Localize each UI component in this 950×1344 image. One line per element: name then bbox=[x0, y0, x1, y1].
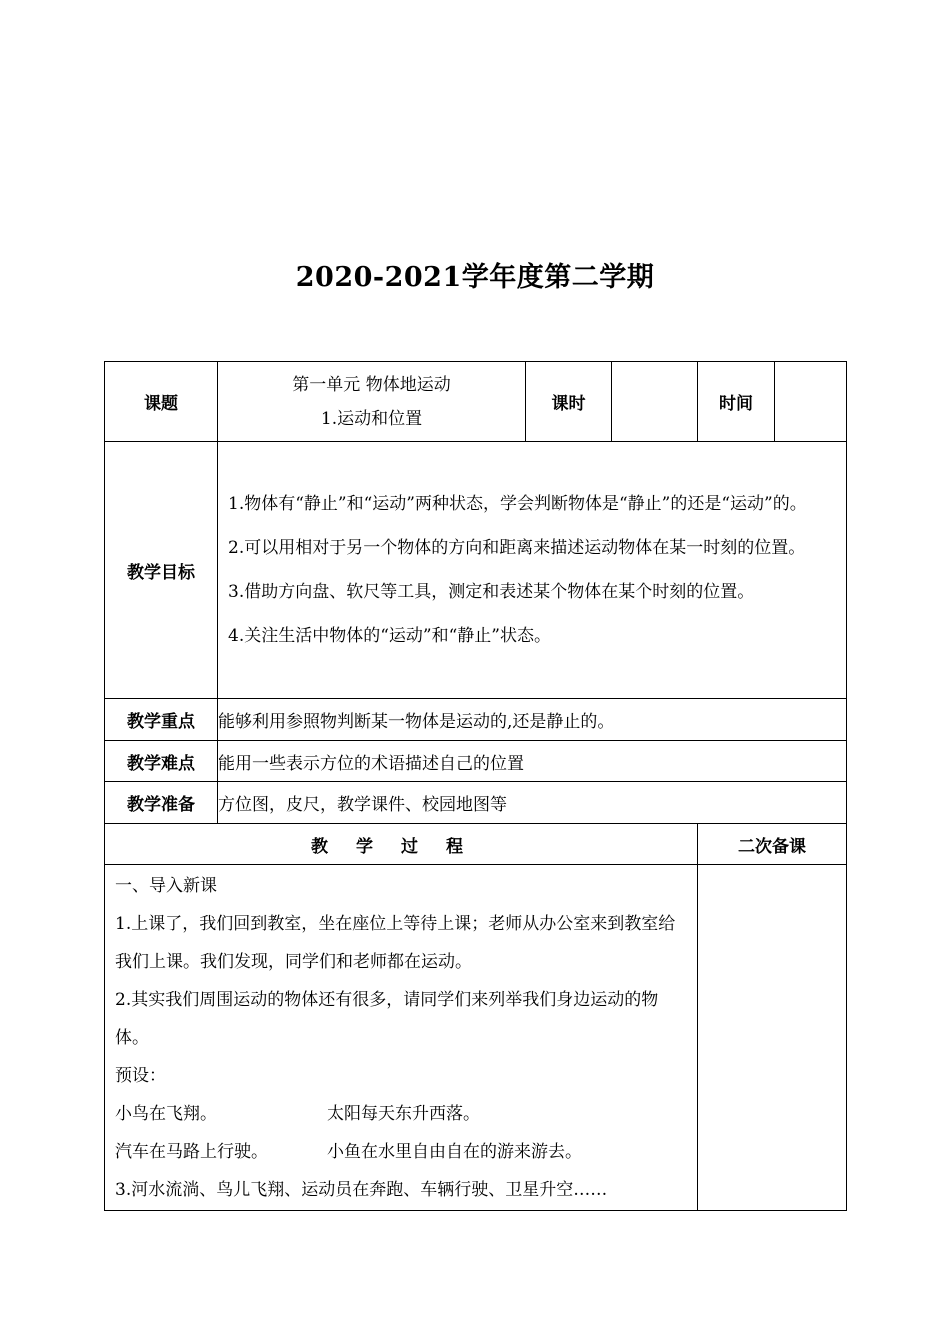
example-right: 小鱼在水里自由自在的游来游去。 bbox=[327, 1142, 582, 1162]
example-left: 汽车在马路上行驶。 bbox=[115, 1142, 268, 1162]
preparation-row bbox=[105, 782, 847, 824]
difficulty-label: 教学难点 bbox=[105, 741, 218, 782]
preparation-text: 方位图，皮尺，教学课件、校园地图等 bbox=[218, 782, 847, 824]
lesson-plan-table bbox=[104, 361, 847, 1211]
hours-value bbox=[612, 362, 698, 442]
topic-unit: 第一单元 物体地运动 bbox=[292, 374, 451, 395]
goal-item: 1.物体有“静止”和“运动”两种状态，学会判断物体是“静止”的还是“运动”的。 bbox=[228, 494, 807, 514]
goals-content bbox=[218, 442, 847, 699]
second-prep-content bbox=[698, 865, 847, 1211]
preset-label: 预设： bbox=[115, 1066, 166, 1086]
goal-item: 2.可以用相对于另一个物体的方向和距离来描述运动物体在某一时刻的位置。 bbox=[228, 538, 806, 558]
section-title: 一、导入新课 bbox=[115, 876, 217, 896]
process-paragraph: 3.河水流淌、鸟儿飞翔、运动员在奔跑、车辆行驶、卫星升空…… bbox=[115, 1180, 608, 1200]
process-label: 教学过程 bbox=[105, 824, 698, 865]
goals-row bbox=[105, 442, 847, 699]
process-paragraph: 1.上课了，我们回到教室，坐在座位上等待上课；老师从办公室来到教室给我们上课。我们发现，同学们和老师都在运动。 bbox=[115, 914, 676, 972]
time-value bbox=[775, 362, 847, 442]
second-prep-label: 二次备课 bbox=[698, 824, 847, 865]
time-label: 时间 bbox=[698, 362, 775, 442]
key-point-row bbox=[105, 699, 847, 741]
example-left: 小鸟在飞翔。 bbox=[115, 1104, 217, 1124]
goals-label: 教学目标 bbox=[105, 442, 218, 699]
process-paragraph: 2.其实我们周围运动的物体还有很多，请同学们来列举我们身边运动的物体。 bbox=[115, 990, 659, 1048]
process-content-row bbox=[105, 865, 847, 1211]
goal-item: 3.借助方向盘、软尺等工具，测定和表述某个物体在某个时刻的位置。 bbox=[228, 582, 755, 602]
preparation-label: 教学准备 bbox=[105, 782, 218, 824]
topic-value bbox=[218, 362, 526, 442]
difficulty-row bbox=[105, 741, 847, 782]
key-point-text: 能够利用参照物判断某一物体是运动的,还是静止的。 bbox=[218, 699, 847, 741]
page-title: 2020-2021学年度第二学期 bbox=[295, 262, 655, 293]
key-point-label: 教学重点 bbox=[105, 699, 218, 741]
process-content bbox=[105, 865, 698, 1211]
difficulty-text: 能用一些表示方位的术语描述自己的位置 bbox=[218, 741, 847, 782]
example-row bbox=[105, 1133, 697, 1171]
topic-row bbox=[105, 362, 847, 442]
example-right: 太阳每天东升西落。 bbox=[327, 1104, 480, 1124]
goal-item: 4.关注生活中物体的“运动”和“静止”状态。 bbox=[228, 626, 551, 646]
topic-lesson: 1.运动和位置 bbox=[320, 408, 423, 429]
hours-label: 课时 bbox=[526, 362, 612, 442]
example-row bbox=[105, 1095, 697, 1133]
process-header-row bbox=[105, 824, 847, 865]
topic-label: 课题 bbox=[105, 362, 218, 442]
